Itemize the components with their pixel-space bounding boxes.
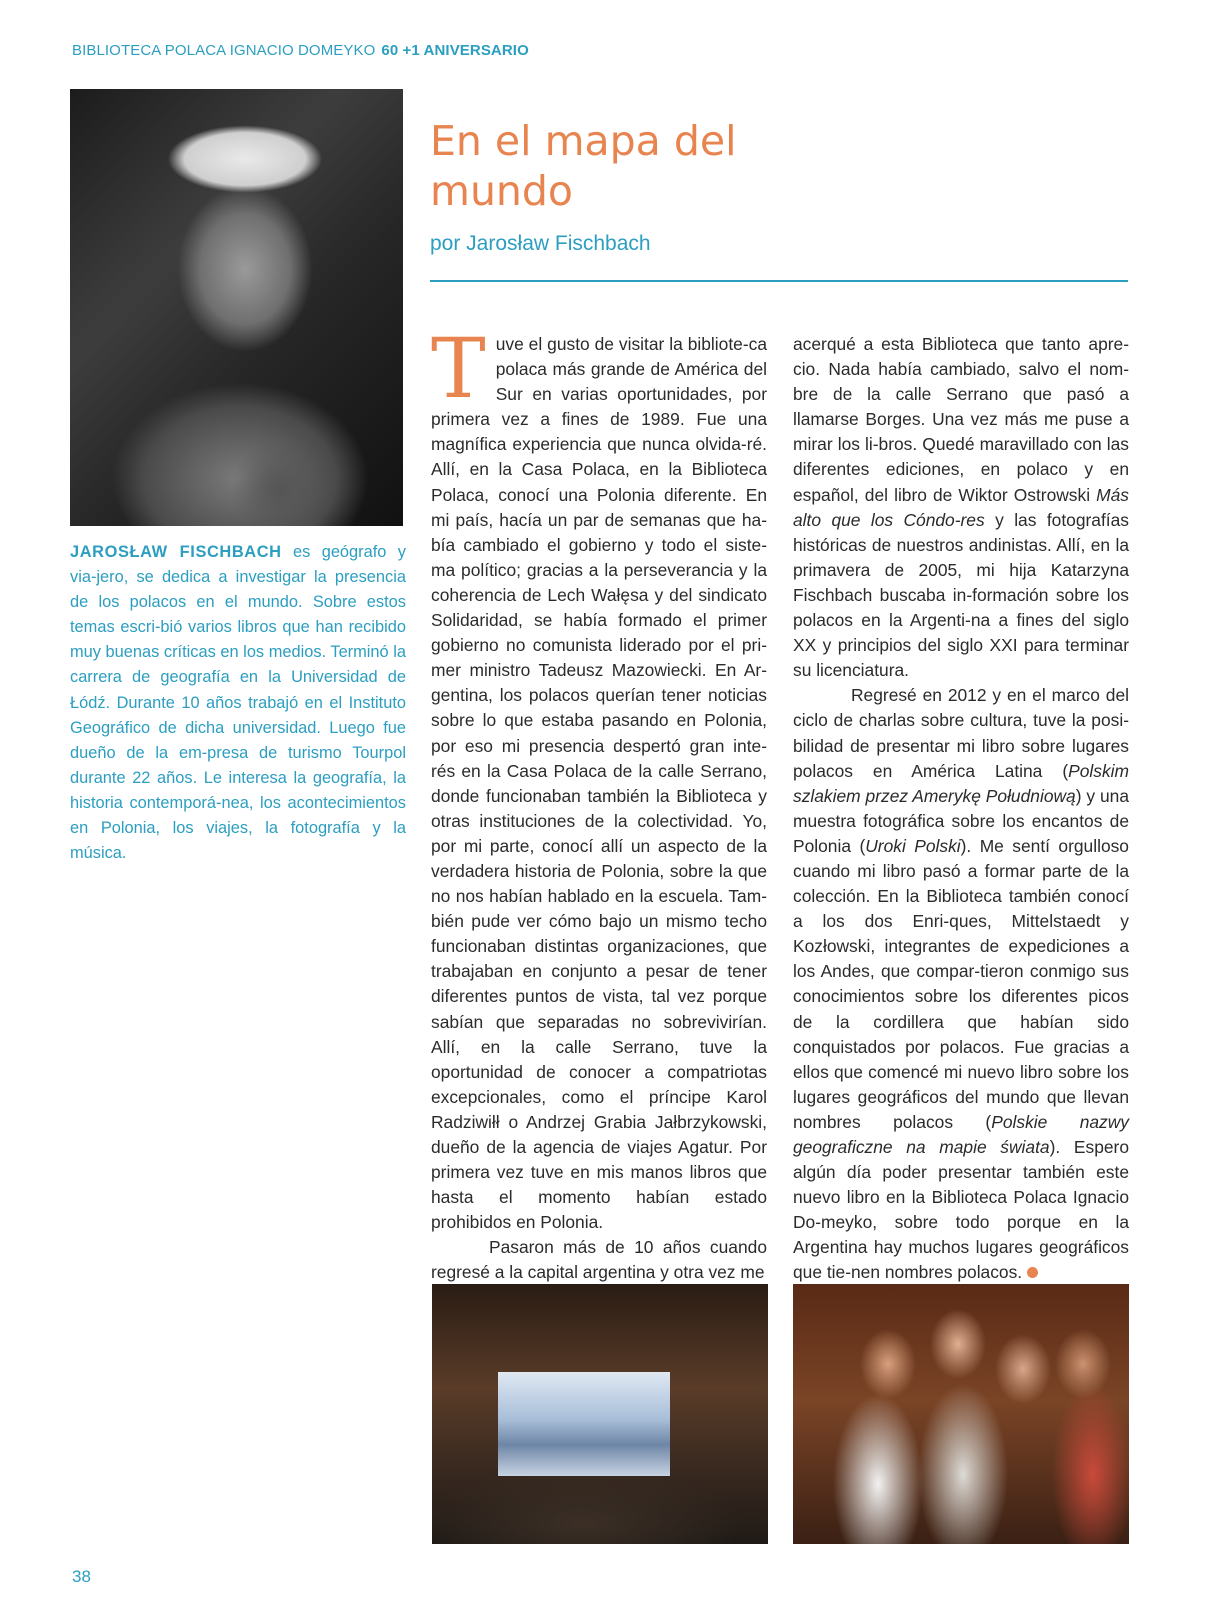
lecture-photo: [432, 1284, 768, 1544]
book-title-italic: Polskim szlakiem przez Amerykę Południową: [793, 760, 1129, 806]
article-title: En el mapa del mundo: [430, 117, 737, 215]
article-column-2: [793, 332, 1129, 1286]
title-divider: [430, 280, 1128, 282]
group-photo: [793, 1284, 1129, 1544]
running-head-anniversary: 60 +1 ANIVERSARIO: [381, 42, 529, 59]
running-head-library: BIBLIOTECA POLACA IGNACIO DOMEYKO: [72, 42, 376, 59]
paragraph-1-text: uve el gusto de visitar la bibliote-ca polaca más grande de América del Sur en varias oportunidades, por primera vez a fines de 1989. Fue una magnífica experiencia que nunca olvida-ré. Allí, en la Casa Polaca, en la Biblioteca Polaca, conocí una Polonia diferente. En mi país, hacía un par de semanas que ha-bía cambiado el gobierno y todo el siste-ma político; gracias a la perseverancia y la coherencia de Lech Wałęsa y del sindicato Solidaridad, se había formado el primer gobierno no comunista liderado por el pri-mer ministro Tadeusz Mazowiecki. En Ar-gentina, los polacos querían tener noticias sobre lo que estaba pasando en Polonia, por eso mi presencia despertó gran inte-rés en la Casa Polaca de la calle Serrano, donde funcionaban también la Biblioteca y otras instituciones de la colectividad. Yo, por mi parte, conocí allí un aspecto de la verdadera historia de Polonia, sobre la que no nos habían hablado en la escuela. Tam-bién pude ver cómo bajo un mismo techo funcionaban distintas organizaciones, que trabajaban en conjunto a pesar de tener diferentes puntos de vista, tal vez porque sabían que separadas no sobrevivirían. Allí, en la calle Serrano, tuve la oportunidad de conocer a compatriotas excepcionales, como el príncipe Karol Radziwiłł o Andrzej Grabia Jałbrzykowski, dueño de la agencia de viajes Agatur. Por primera vez tuve en mis manos libros que hasta el momento habían estado prohibidos en Polonia.: [431, 334, 767, 1233]
book-title-italic: Más alto que los Cóndo-res: [793, 484, 1129, 530]
paragraph-1: [431, 322, 767, 1235]
book-title-italic: Uroki Polski: [865, 835, 961, 856]
paragraph-3: [793, 683, 1129, 1285]
author-name: JAROSŁAW FISCHBACH: [70, 543, 282, 561]
text-run: acerqué a esta Biblioteca que tanto apre-cio. Nada había cambiado, salvo el nom-bre de la calle Serrano que pasó a llamarse Borges. Una vez más me puse a mirar los li-bros. Quedé maravillado con las diferentes ediciones, en polaco y en español, del libro de Wiktor Ostrowski: [793, 334, 1129, 505]
text-run: y las fotografías históricas de nuestros andinistas. Allí, en la primavera de 2005, mi hija Katarzyna Fischbach buscaba in-formación sobre los polacos en la Argenti-na a fines del siglo XX y principios del siglo XXI para terminar su licenciatura.: [793, 509, 1129, 681]
running-head: [72, 42, 529, 59]
text-run: ) y una muestra fotográfica sobre los encantos de Polonia (: [793, 785, 1129, 856]
drop-cap: T: [431, 322, 486, 417]
paragraph-2: Pasaron más de 10 años cuando regresé a la capital argentina y otra vez me: [431, 1237, 767, 1283]
text-run: Regresé en 2012 y en el marco del ciclo de charlas sobre cultura, tuve la posi-bilidad de presentar mi libro sobre lugares polacos en América Latina (: [793, 685, 1129, 781]
book-title-italic: Polskie nazwy geograficzne na mapie świata: [793, 1111, 1130, 1157]
text-run: ). Me sentí orgulloso cuando mi libro pasó a formar parte de la colección. En la Biblioteca también conocí a los dos Enri-ques, Mittelstaedt y Kozłowski, integrantes de expediciones a los Andes, que compar-tieron conmigo sus conocimientos sobre los diferentes picos de la cordillera que habían sido conquistados por polacos. Fue gracias a ellos que comencé mi nuevo libro sobre los lugares geográficos del mundo que llevan nombres polacos (: [793, 835, 1129, 1132]
article-column-1: [431, 322, 767, 1286]
projection-screen: [498, 1372, 670, 1476]
author-bio-caption: [70, 540, 406, 866]
text-run: ). Espero algún día poder presentar también este nuevo libro en la Biblioteca Polaca Ignacio Do-meyko, sobre todo porque en la Argentina hay muchos lugares geográficos que tie-nen nombres polacos.: [793, 1137, 1130, 1283]
paragraph-2-continued: [793, 332, 1129, 683]
page-number: 38: [72, 1567, 91, 1586]
article-byline: por Jarosław Fischbach: [430, 232, 651, 255]
author-bio-text: es geógrafo y via-jero, se dedica a investigar la presencia de los polacos en el mundo. Sobre estos temas escri-bió varios libros que han recibido muy buenas críticas en los medios. Terminó la carrera de geografía en la Universidad de Łódź. Durante 10 años trabajó en el Instituto Geográfico de dicha universidad. Luego fue dueño de la em-presa de turismo Tourpol durante 22 años. Le interesa la geografía, la historia contemporá-nea, los acontecimientos en Polonia, los viajes, la fotografía y la música.: [70, 543, 406, 863]
end-of-article-dot-icon: [1027, 1267, 1038, 1278]
author-portrait-photo: [70, 89, 403, 526]
